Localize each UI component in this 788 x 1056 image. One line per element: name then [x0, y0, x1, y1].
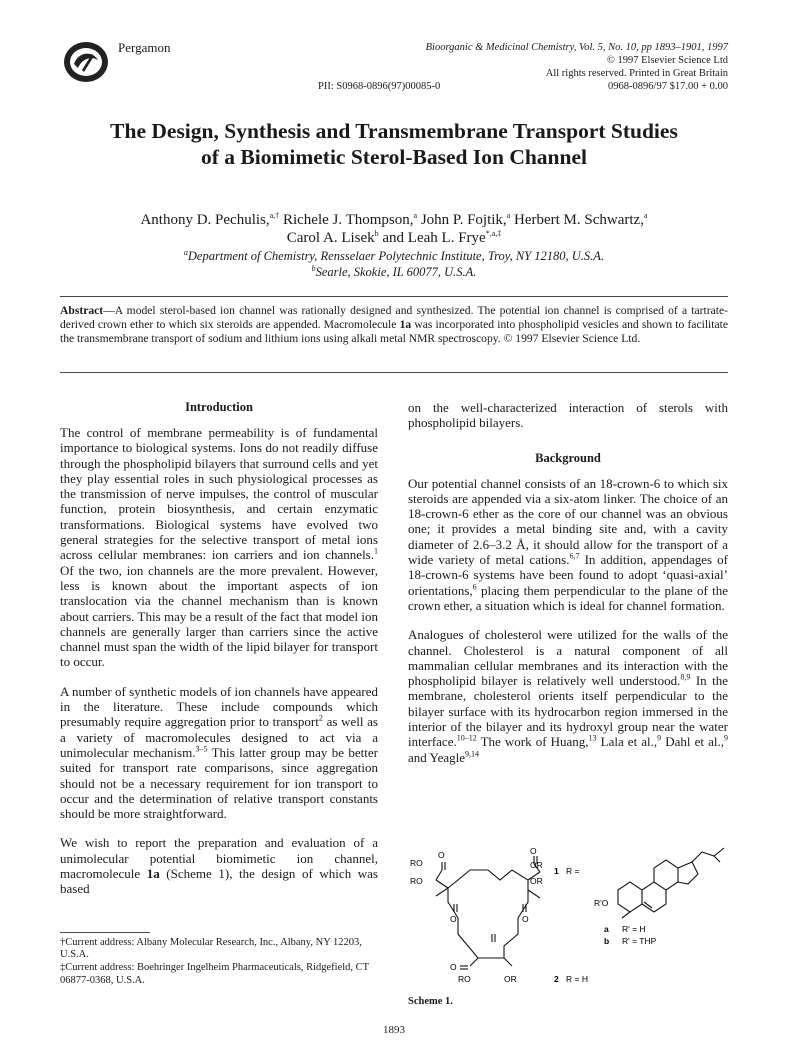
scheme-label-o-1: O: [438, 850, 445, 860]
text-run: The control of membrane permeability is of fundamental importance to biological systems. Ions do not readily diffuse through the phospholipid bilayers that surround cells and yet they play essential roles in such physiological processes as the transmission of nerve impulses, the control of muscular function, protein biosynthesis, and certain enzymatic transformations. Biological systems have evolved two general strategies for the selective transport of metal ions across cellular membranes: ion carriers and ion channels.: [60, 425, 378, 563]
text-run: on the well-characterized interaction of sterols with phospholipid bilayers.: [408, 400, 728, 431]
section-heading-background: Background: [535, 450, 601, 465]
text-run: A number of synthetic models of ion channels have appeared in the literature. These include compounds which presumably require aggregation prior to transport: [60, 683, 378, 730]
scheme-compound-1: 1: [554, 866, 559, 876]
compound-label: 1a: [146, 866, 160, 882]
author-affiliation-mark: *,a,‡: [485, 229, 502, 238]
text-run: placing them perpendicular to the plane of the crown ether, a situation which is ideal for channel formation.: [408, 582, 728, 613]
author-affiliation-mark: a,†: [269, 211, 280, 220]
scheme-label-or-2: OR: [530, 876, 543, 886]
copyright-line: © 1997 Elsevier Science Ltd: [606, 55, 728, 66]
page-number: 1893: [383, 1024, 405, 1036]
text-run: Of the two, ion channels are the more prevalent. However, less is known about the important aspects of ion translocation via the channel mechanism than is known about carriers. This may be a result of the fact that model ion channels are generally larger than carriers since the active channel must span the width of the lipid bilayer for transport to occur.: [60, 562, 378, 670]
scheme-compound-2: 2: [554, 974, 559, 984]
title-line-2: of a Biomimetic Sterol-Based Ion Channel: [200, 145, 587, 169]
left-column: [60, 400, 378, 911]
text-run: In addition, appendages of 18-crown-6 systems have been found to adopt ‘quasi-axial’ orientations,: [408, 552, 729, 598]
right-column: [408, 400, 728, 779]
citation-superscript: 8,9: [680, 672, 691, 682]
author-name: Herbert M. Schwartz,: [510, 212, 644, 228]
abstract-compound: 1a: [399, 318, 412, 332]
abstract-text: —A model sterol-based ion channel was rationally designed and synthesized. The potential ion channel is comprised of a tartrate-derived crown ether to which six steroids are appended. Macromolecule: [60, 304, 728, 332]
citation-superscript: 6,7: [569, 551, 580, 561]
footnote-2: ‡Current address: Boehringer Ingelheim Pharmaceuticals, Ridgefield, CT 06877-0368, U.S.A.: [60, 962, 369, 986]
scheme-1-drawing: [408, 840, 728, 990]
price-line: 0968-0896/97 $17.00 + 0.00: [608, 81, 728, 92]
background-paragraph-1: [408, 476, 728, 614]
author-affiliation-mark: a: [506, 211, 511, 220]
text-run: Our potential channel consists of an 18-crown-6 to which six steroids are appended via a six-atom linker. The choice of an 18-crown-6 ether as the core of our channel was an obvious one; it provides a metal binding site and, with a cavity diameter of 2.6–3.2 Å, it should allow for the transport of a wide variety of metal cations.: [408, 475, 728, 568]
text-run: We wish to report the preparation and evaluation of a unimolecular potential biomimetic ion channel, macromolecule: [60, 835, 378, 882]
citation-superscript: 3–5: [195, 744, 208, 754]
author-name: Anthony D. Pechulis,: [140, 212, 270, 228]
scheme-caption: Scheme 1.: [408, 996, 453, 1007]
right-paragraph-0: [408, 400, 728, 431]
scheme-label-rprime-o: R'O: [594, 898, 609, 908]
authors-line-1: [40, 211, 748, 229]
citation-superscript: 6: [472, 582, 477, 592]
abstract-top-rule: [60, 296, 728, 297]
publisher-logo: [62, 40, 110, 84]
affiliation-a: $^a$Department of Chemistry, Rensselaer Polytechnic Institute, Troy, NY 12180, U.S.A.: [183, 247, 605, 263]
scheme-label-ro-top: RO: [410, 858, 423, 868]
scheme-r-equals: R =: [566, 866, 580, 876]
citation-superscript: 1: [374, 547, 378, 557]
section-heading-introduction: Introduction: [185, 400, 253, 414]
page-title: [40, 118, 748, 170]
author-name: John P. Fojtik,: [417, 212, 507, 228]
author-affiliation-mark: a: [413, 211, 418, 220]
scheme-variant-a: a: [604, 924, 609, 934]
scheme-r-equals-h: R = H: [566, 974, 588, 984]
author-name: Richele J. Thompson,: [279, 212, 414, 228]
text-run: as well as a variety of macromolecules designed to act via a unimolecular mechanism.: [60, 714, 378, 760]
author-name: and Leah L. Frye: [378, 230, 486, 246]
text-run: Dahl et al.,: [661, 734, 724, 750]
citation-superscript: 2: [318, 714, 323, 724]
text-run: Analogues of cholesterol were utilized for the walls of the channel. Cholesterol is a natural component of all mammalian cellular membranes and its interaction with the phospholipid bilayer is relatively well understood.: [408, 627, 728, 689]
intro-paragraph-2: [60, 684, 378, 822]
citation-superscript: 9,14: [465, 749, 480, 759]
author-affiliation-mark: a: [643, 211, 648, 220]
intro-paragraph-3: [60, 835, 378, 896]
footnote-1: †Current address: Albany Molecular Research, Inc., Albany, NY 12203, U.S.A.: [60, 937, 362, 961]
scheme-label-ro-bottom: RO: [458, 974, 471, 984]
footnote-rule: [60, 932, 150, 933]
scheme-label-o-5: O: [450, 962, 457, 972]
scheme-variant-b-text: R' = THP: [622, 936, 657, 946]
scheme-label-or-top: OR: [530, 860, 543, 870]
title-line-1: The Design, Synthesis and Transmembrane Transport Studies: [110, 119, 678, 143]
footnotes: [60, 937, 378, 988]
publisher-name: Pergamon: [118, 40, 171, 55]
journal-citation: Bioorganic & Medicinal Chemistry, Vol. 5, No. 10, pp 1893–1901, 1997: [425, 42, 728, 53]
authors-line-2: [40, 229, 748, 247]
text-run: and Yeagle: [408, 749, 466, 765]
background-paragraph-2: [408, 627, 728, 765]
scheme-label-o-4: O: [522, 914, 529, 924]
citation-superscript: 13: [588, 734, 597, 744]
scheme-label-o-2: O: [530, 846, 537, 856]
text-run: Lala et al.,: [596, 734, 658, 750]
abstract: [60, 304, 728, 347]
text-run: The work of Huang,: [476, 734, 589, 750]
scheme-label-ro-2: RO: [410, 876, 423, 886]
pii: PII: S0968-0896(97)00085-0: [318, 81, 441, 92]
abstract-label: Abstract: [60, 304, 104, 317]
scheme-label-or-bottom: OR: [504, 974, 517, 984]
citation-superscript: 9: [724, 734, 728, 744]
text-run: This latter group may be better suited for transport rate comparisons, since aggregation should not be a necessary requirement for ion transport to occur and the determination of relative transport constants should be more straightforward.: [60, 744, 379, 822]
author-affiliation-mark: b: [374, 229, 379, 238]
scheme-variant-a-text: R' = H: [622, 924, 646, 934]
rights-line: All rights reserved. Printed in Great Britain: [545, 68, 728, 79]
scheme-variant-b: b: [604, 936, 610, 946]
abstract-text-2: was incorporated into phospholipid vesicles and shown to facilitate the transmembrane transport of sodium and lithium ions using alkali metal NMR spectroscopy. © 1997 Elsevier Science Ltd.: [60, 318, 729, 346]
author-name: Carol A. Lisek: [286, 230, 375, 246]
citation-superscript: 9: [657, 734, 662, 744]
citation-superscript: 10–12: [456, 734, 477, 744]
text-run: (Scheme 1), the design of which was based: [60, 866, 378, 897]
scheme-1-figure: [408, 840, 728, 990]
text-run: In the membrane, cholesterol orients itself perpendicular to the bilayer surface with its hydrocarbon region immersed in the interior of the bilayer and its hydroxyl group near the water interface.: [408, 673, 728, 750]
abstract-bottom-rule: [60, 372, 728, 373]
affiliation-b: $^b$Searle, Skokie, IL 60077, U.S.A.: [311, 263, 477, 279]
intro-paragraph-1: [60, 425, 378, 670]
scheme-label-o-3: O: [450, 914, 457, 924]
